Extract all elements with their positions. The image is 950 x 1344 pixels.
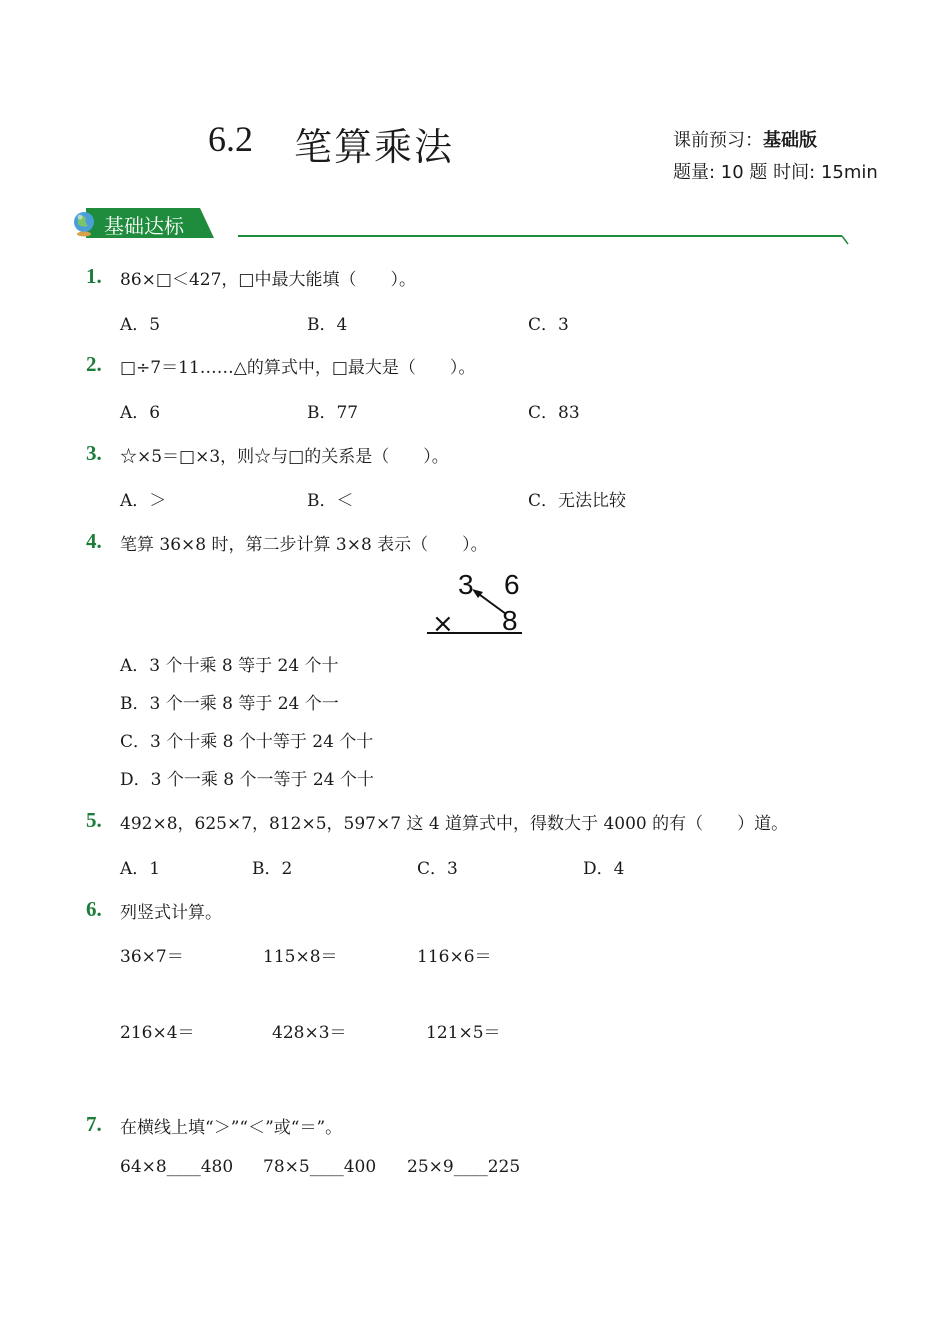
question-number: 5.	[86, 808, 102, 832]
question-text: 列竖式计算。	[120, 903, 222, 923]
calc-item: 121×5＝	[426, 1023, 501, 1043]
option-a: A．6	[120, 403, 161, 423]
question-number: 7.	[86, 1112, 102, 1136]
option-a: A．3 个十乘 8 等于 24 个十	[120, 656, 339, 676]
option-d: D．3 个一乘 8 个一等于 24 个十	[120, 770, 374, 790]
question-text: 492×8，625×7，812×5，597×7 这 4 道算式中，得数大于 4000 的有（ ）道。	[120, 814, 789, 834]
calc-item: 216×4＝	[120, 1023, 195, 1043]
question-number: 3.	[86, 441, 102, 465]
section-banner	[72, 206, 852, 248]
question-text: 86×□＜427，□中最大能填（ ）。	[120, 270, 416, 290]
option-b: B．3 个一乘 8 等于 24 个一	[120, 694, 339, 714]
calc-item: 428×3＝	[272, 1023, 347, 1043]
section-title: 基础达标	[104, 214, 184, 238]
lesson-number: 6.2	[208, 119, 253, 159]
version-label: 基础版	[763, 130, 817, 151]
option-b: B．4	[307, 315, 348, 335]
calc-item: 36×7＝	[120, 947, 184, 967]
option-b: B．＜	[307, 491, 354, 511]
option-c: C．83	[528, 403, 580, 423]
question-text: □÷7＝11……△的算式中，□最大是（ ）。	[120, 358, 476, 378]
question-number: 4.	[86, 529, 102, 553]
option-c: C．无法比较	[528, 491, 627, 511]
option-b: B．77	[307, 403, 359, 423]
quiz-meta	[673, 158, 878, 184]
digit-multiplier: 8	[502, 605, 518, 636]
arrow-icon	[472, 589, 506, 614]
option-c: C．3	[417, 859, 458, 879]
option-d: D．4	[583, 859, 625, 879]
vertical-multiplication-figure	[420, 566, 530, 638]
question-number: 2.	[86, 352, 102, 376]
calc-item: 115×8＝	[263, 947, 338, 967]
question-number: 1.	[86, 264, 102, 288]
option-a: A．5	[120, 315, 161, 335]
question-text: 在横线上填“＞”“＜”或“＝”。	[120, 1118, 343, 1138]
option-c: C．3 个十乘 8 个十等于 24 个十	[120, 732, 374, 752]
compare-item: 78×5____400	[263, 1157, 377, 1177]
option-b: B．2	[252, 859, 293, 879]
page-title: 笔算乘法	[294, 125, 455, 169]
digit-ones: 6	[504, 569, 520, 600]
time-limit: 时间: 15min	[773, 162, 878, 183]
digit-tens: 3	[458, 569, 474, 600]
option-a: A．＞	[120, 491, 167, 511]
preview-label: 课前预习：	[673, 130, 763, 151]
question-number: 6.	[86, 897, 102, 921]
calc-item: 116×6＝	[417, 947, 492, 967]
compare-item: 64×8____480	[120, 1157, 234, 1177]
question-text: 笔算 36×8 时，第二步计算 3×8 表示（ ）。	[120, 535, 488, 555]
multiply-sign: ×	[432, 609, 454, 638]
compare-item: 25×9____225	[407, 1157, 521, 1177]
option-a: A．1	[120, 859, 161, 879]
question-text: ☆×5＝□×3，则☆与□的关系是（ ）。	[120, 447, 449, 467]
preview-info	[673, 126, 817, 152]
question-count: 题量: 10 题	[673, 162, 768, 183]
option-c: C．3	[528, 315, 569, 335]
